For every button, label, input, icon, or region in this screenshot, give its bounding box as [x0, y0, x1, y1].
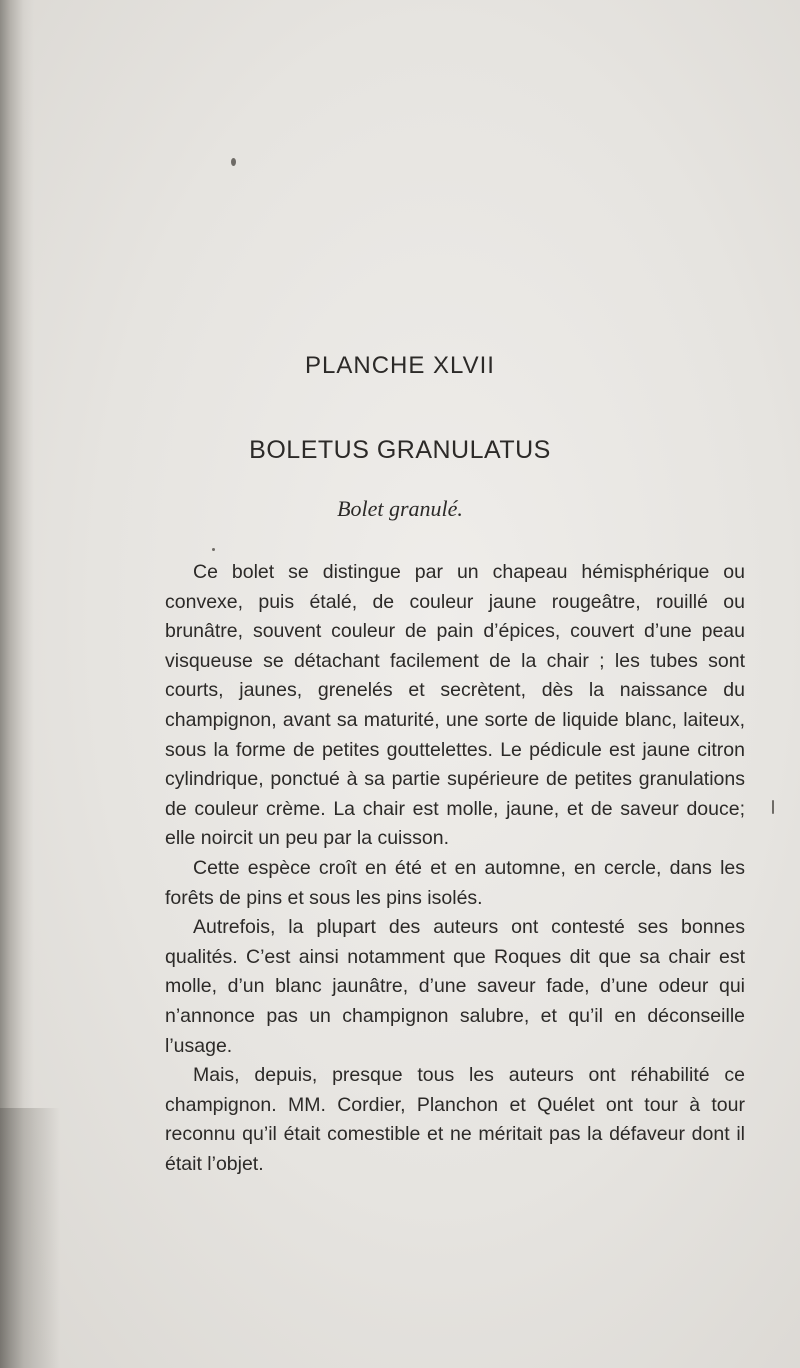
paper-speck: [212, 548, 215, 551]
page-corner-shadow: [0, 1108, 60, 1368]
paragraph-edibility: Mais, depuis, presque tous les auteurs ont réhabilité ce champignon. MM. Cordier, Planchon et Quélet ont tour à tour reconnu qu’il était comestible et ne méritait pas la défaveur dont il était l’objet.: [165, 1064, 745, 1175]
description-text: [165, 558, 745, 1179]
paragraph-history: Autrefois, la plupart des auteurs ont contesté ses bonnes qualités. C’est ainsi notamment que Roques dit que sa chair est molle, d’un blanc jaunâtre, d’une saveur fade, d’une odeur qui n’annonce pas un champignon salubre, et qu’il en déconseille l’usage.: [165, 916, 745, 1057]
species-french-name: Bolet granulé.: [337, 496, 463, 521]
species-latin-name: BOLETUS GRANULATUS: [249, 436, 551, 464]
paper-speck: [772, 800, 774, 814]
paper-speck: [231, 158, 236, 166]
plate-number: PLANCHE XLVII: [305, 352, 495, 379]
paragraph-habitat: Cette espèce croît en été et en automne, en cercle, dans les forêts de pins et sous les pins isolés.: [165, 856, 745, 909]
paragraph-description: Ce bolet se distingue par un chapeau hémisphérique ou convexe, puis étalé, de couleur jaune rougeâtre, rouillé ou brunâtre, souvent couleur de pain d’épices, couvert d’une peau visqueuse se détachant facilement de la chair ; les tubes sont courts, jaunes, grenelés et secrètent, dès la naissance du champignon, avant sa maturité, une sorte de liquide blanc, laiteux, sous la forme de petites gouttelettes. Le pédicule est jaune citron cylindrique, ponctué à sa partie supérieure de petites granulations de couleur crème. La chair est molle, jaune, et de saveur douce; elle noircit un peu par la cuisson.: [165, 561, 745, 850]
